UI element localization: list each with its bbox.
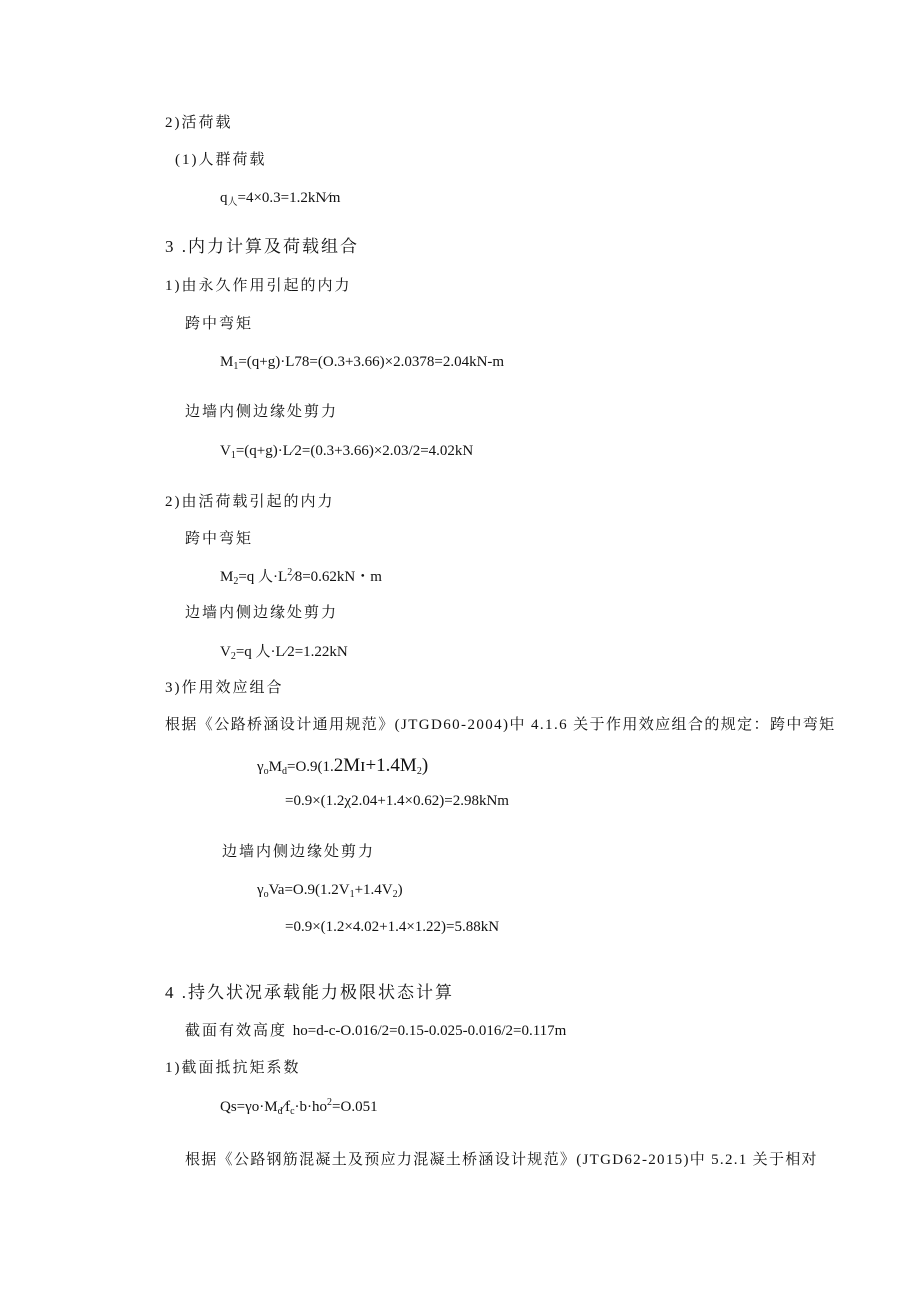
section-3-heading: 3 .内力计算及荷载组合 — [165, 237, 359, 256]
edge-shear-label-2: 边墙内侧边缘处剪力 — [185, 605, 339, 621]
midspan-moment-label: 跨中弯矩 — [185, 316, 254, 332]
qs-formula: $Qs=\gamma o\cdot M_d⁄f_c\cdot b\cdot ho^2=O.051$ — [220, 1097, 378, 1117]
v1-formula: $V_1=(q+g)\cdot L⁄2=(0.3+3.66)\times 2.03/2=4.02kN$ — [220, 443, 474, 461]
permanent-action-title: 1)由永久作用引起的内力 — [165, 278, 352, 294]
live-load-title: 2)活荷载 — [165, 115, 233, 131]
resist-moment-coef-title: 1)截面抵抗矩系数 — [165, 1060, 301, 1076]
edge-shear-label-3: 边墙内侧边缘处剪力 — [222, 844, 376, 860]
combination-basis: 根据《公路桥涵设计通用规范》(JTGD60-2004)中 4.1.6 关于作用效应组合的规定：跨中弯矩 — [165, 717, 836, 733]
m1-formula: $M_1=(q+g)\cdot L78=(O.3+3.66)\times 2.0378=2.04kN-m$ — [220, 354, 505, 372]
live-action-title: 2)由活荷载引起的内力 — [165, 494, 335, 510]
gm-formula: $\gamma_oM_d=O.9(1.2Mɪ+1.4M_2)$ — [257, 755, 429, 777]
design-code-basis: 根据《公路钢筋混凝土及预应力混凝土桥涵设计规范》(JTGD62-2015)中 5.2.1 关于相对 — [185, 1152, 818, 1168]
gv-formula: $\gamma_oVa=O.9(1.2V_1+1.4V_2)$ — [257, 882, 403, 900]
section-4-heading: 4 .持久状况承载能力极限状态计算 — [165, 983, 454, 1002]
gm-result: =0.9×(1.2χ2.04+1.4×0.62)=2.98kNm — [285, 793, 509, 809]
edge-shear-label: 边墙内侧边缘处剪力 — [185, 404, 339, 420]
m2-formula: $M_2=q$ 人$\cdot L^2⁄8=0.62kN$・m — [220, 567, 382, 587]
midspan-moment-label-2: 跨中弯矩 — [185, 531, 254, 547]
combination-title: 3)作用效应组合 — [165, 680, 284, 696]
effective-height: 截面有效高度 ho=d-c-O.016/2=0.15-0.025-0.016/2=0.117m — [185, 1023, 567, 1039]
crowd-load-title: (1)人群荷载 — [175, 152, 267, 168]
v2-formula: $V_2=q$ 人·L⁄2=1.22kN — [220, 644, 348, 662]
crowd-load-formula: $q_人=4\times 0.3=1.2kN⁄m$ — [220, 190, 341, 208]
gv-result: =0.9×(1.2×4.02+1.4×1.22)=5.88kN — [285, 919, 500, 935]
